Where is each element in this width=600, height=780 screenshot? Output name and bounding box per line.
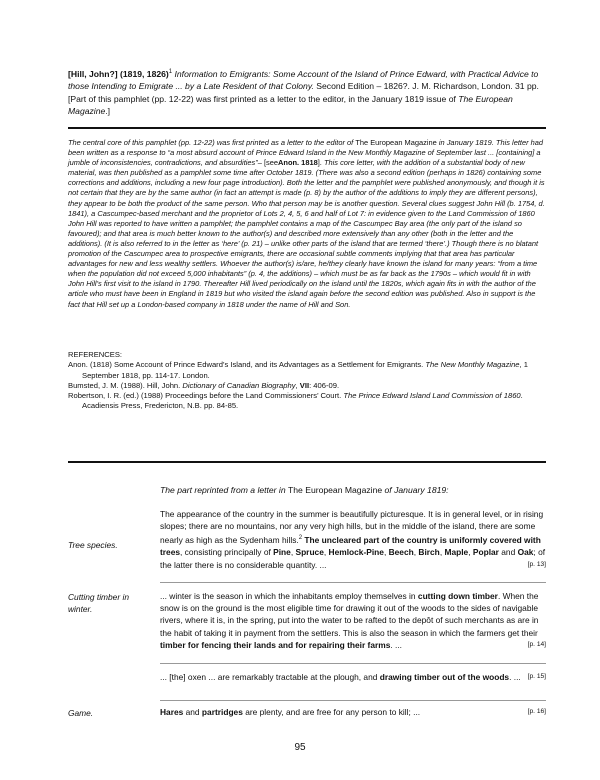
bottom-divider <box>68 461 546 463</box>
excerpt-text: , consisting principally of <box>180 547 271 558</box>
page-ref: [p. 13] <box>527 560 546 568</box>
footnote-marker: 1 <box>168 69 173 75</box>
excerpt-text: ... [the] oxen ... are remarkably tractable at the plough, and <box>160 672 378 682</box>
intro-see: [see <box>263 158 279 168</box>
references-heading: REFERENCES: <box>68 350 123 359</box>
excerpt-text: ... winter is the season in which the inhabitants employ themselves in <box>160 591 416 601</box>
ref-comma: , <box>295 380 298 390</box>
citation <box>68 66 546 118</box>
reference-item <box>68 391 546 412</box>
excerpt-divider <box>160 700 546 701</box>
tree-pine: Pine <box>273 547 291 558</box>
citation-edition: Second Edition – 1826?. J. M. Richardson, London. 31 pp. [Part of this pamphlet (pp. 12-22) was first printed as a letter to the editor, in the January 1819 issue of <box>68 81 539 104</box>
ref-text: Bumsted, J. M. (1988). Hill, John. <box>68 380 181 390</box>
page-number: 95 <box>294 742 306 753</box>
top-divider <box>68 127 546 129</box>
citation-author: [Hill, John?] (1819, 1826) <box>68 68 169 79</box>
page-ref: [p. 14] <box>527 640 546 648</box>
excerpt-bold: drawing timber out of the woods <box>379 672 510 682</box>
ref-text: Robertson, I. R. (ed.) (1988) Proceedings before the Land Commissioners’ Court. <box>68 391 342 401</box>
tree-maple: Maple <box>444 547 469 558</box>
game-partridges: partridges <box>201 707 243 717</box>
intro-text-3: This core letter, with the addition of a substantial body of new material, was then published as a pamphlet some time after October 1819. (There was also a second edition (perhaps in 1826) containing some corrections and additions, including a new four page introduction). Both the letter and the pamphlet were published anonymously, and though it is not certain that they are by the same author (in fact an attempt is made (p. 8) by the author of the additions to imply they are different persons), they appear to be both the product of the same person. Who that person may be is another question. Several clues suggest John Hill (b. 1754, d. 1841), a Cascumpec-based merchant and the proprietor of Lots 2, 4, 5, 6 and half of Lot 7: in evidence given to the Land Commission of 1860 John Hill was reported to have written a pamphlet; the pamphlet contains a map of the Cascumpec Bay area (the only part of the island so favoured); and that area is much better known to the author(s) and described more extensively than any other (both in the letter and the additions). (It is also referred to in the letter as ‘here’ (p. 21) – unlike other parts of the island that are termed ‘there’.) Though there is no blatant promotion of the Cascumpec area to prospective emigrants, there are occasional subtle comments implying that that area has particular advantages for new and less wealthy settlers. Whoever the author(s) is/are, he/they clearly have known the island for many years: “from a time when the population did not exceed 5,000 inhabitants” (p. 4, the additions) – which must be as far back as the 1790s – which would fit in with John Hill’s first visit to the island in 1790. Thereafter Hill lived periodically on the island until the 1820s, which again fits in with the author of the article who must have been in England in 1819 but who visited the island again before the second edition was published. Also in support is the fact that Hill set up a London-based company in 1818 under the name of Hill and Son. <box>68 158 545 309</box>
margin-note-tree-species: Tree species. <box>68 540 118 550</box>
intro-paragraph <box>68 138 546 310</box>
part-heading-journal: The European Magazine <box>288 485 383 495</box>
game-hares: Hares <box>160 707 184 717</box>
ref-tail: . Acadiensis Press, Fredericton, N.B. pp. 84-85. <box>82 391 523 411</box>
excerpt-divider <box>160 663 546 664</box>
excerpt-text: . ... <box>390 639 402 650</box>
tree-hemlock: Hemlock-Pine <box>328 547 384 558</box>
citation-journal: The European Magazine <box>68 93 513 117</box>
ref-text: Anon. (1818) Some Account of Prince Edward’s Island, and its Advantages as a Settlement for Emigrants. <box>68 360 424 370</box>
intro-journal: The European Magazine <box>355 138 437 147</box>
ref-journal: The Prince Edward Island Land Commission of 1860 <box>343 391 521 401</box>
intro-anon-ref: Anon. 1818 <box>278 158 318 168</box>
ref-tail: : 406-09. <box>309 380 340 390</box>
tree-spruce: Spruce <box>295 547 324 558</box>
citation-title: Information to Emigrants: Some Account of the Island of Prince Edward, with Practical Advice to those Intending to Emigrate ... by a Late Resident of that Colony. <box>68 68 539 92</box>
reference-item <box>68 360 546 381</box>
excerpt-oxen <box>160 671 546 683</box>
tree-poplar: Poplar <box>472 547 499 558</box>
margin-note-cutting-timber: Cutting timber in winter. <box>68 592 129 614</box>
references <box>68 350 546 412</box>
citation-end: .] <box>105 106 111 117</box>
excerpt-bold: cutting down timber <box>417 591 498 601</box>
intro-text-2: in January 1819. This letter had been written as a response to “a most absurd account of Prince Edward Island in the New Monthly Magazine of September last ... [containing] a jumble of inconsistencies, contradictions, and absurdities”– <box>68 138 544 168</box>
excerpt-cutting-timber <box>160 590 546 651</box>
excerpt-text: are plenty, and are free for any person to kill; ... <box>245 707 421 717</box>
excerpt-bold: The uncleared part of the country is uniformly covered with trees <box>160 535 541 558</box>
ref-volume: VII <box>299 380 310 390</box>
part-heading-date: of January 1819: <box>384 485 449 495</box>
ref-tail: , 1 September 1818, pp. 114-17. London. <box>82 360 528 380</box>
margin-note-game: Game. <box>68 708 94 718</box>
excerpt-divider <box>160 582 546 583</box>
excerpt-text: The appearance of the country in the summer is beautifully picturesque. It is in general level, or in rising slopes; there are no mountains, nor any very high hills, but in the middle of the island, there are some nearly as high as the Sydenham hills. <box>160 509 544 546</box>
excerpt-text: . When the snow is on the ground is the most eligible time for drawing it out of the woods to the sides of navigable rivers, where it is, in the spring, put into the water to be rafted to the depôt of such merchants as are in the habit of taking it in payment from the settlers. This is also the season in which the farmers get their <box>160 591 539 638</box>
excerpt-game <box>160 706 546 718</box>
ref-journal: Dictionary of Canadian Biography <box>182 380 296 390</box>
excerpt-text: and <box>185 707 200 717</box>
page-ref: [p. 15] <box>527 673 546 680</box>
excerpt-tree-species: The appearance of the country in the summer is beautifully picturesque. It is in general level, or in rising slopes; there are no mountains, nor any very high hills, but in the middle of the island, there are some nearly as high as the Sydenham hills.$^2$ The uncleared part of the country is uniformly covered with trees, consisting principally of Pine, Spruce, Hemlock-Pine, Beech, Birch, Maple, Poplar and Oak; of the latter there is no considerable quantity. ... [p. 13] <box>160 509 546 570</box>
tree-oak: Oak <box>517 547 534 558</box>
tree-birch: Birch <box>418 547 440 558</box>
excerpt-text: . ... <box>509 672 521 682</box>
excerpt-text: ; of the latter there is no considerable quantity. ... <box>160 547 546 570</box>
reference-item <box>68 381 546 391</box>
part-heading <box>160 485 546 495</box>
ref-journal: The New Monthly Magazine <box>425 360 520 370</box>
tree-beech: Beech <box>388 547 414 558</box>
intro-text: The central core of this pamphlet (pp. 12-22) was first printed as a letter to the editor of <box>68 138 354 147</box>
excerpt-bold: timber for fencing their lands and for repairing their farms <box>160 639 391 650</box>
part-heading-text: The part reprinted from a letter in <box>160 485 286 495</box>
page-ref: [p. 16] <box>527 708 546 715</box>
intro-bracket: ]. <box>317 158 322 168</box>
footnote-marker: 2 <box>298 535 303 542</box>
